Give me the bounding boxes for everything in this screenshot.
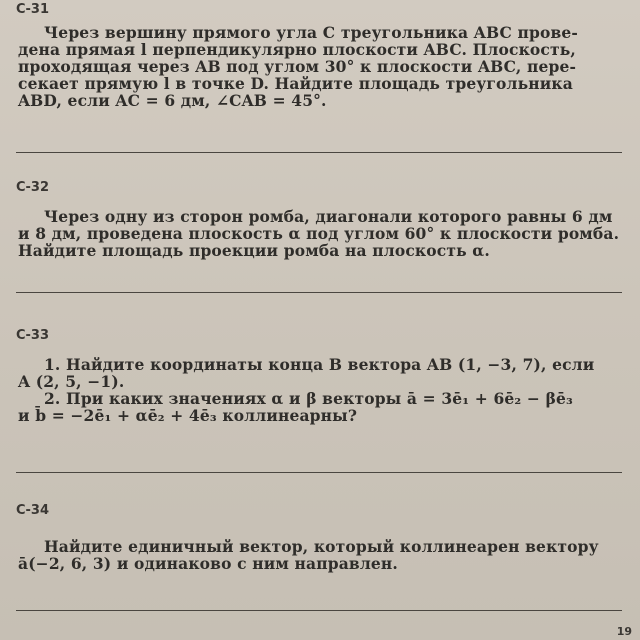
text-line: проходящая через AB под углом 30° к плоскости ABC, пере- [18, 57, 577, 76]
text-line: и b̄ = −2ē₁ + αē₂ + 4ē₃ коллинеарны? [18, 406, 358, 425]
answer-line [16, 610, 622, 611]
task-text [18, 208, 618, 259]
answer-line [16, 292, 622, 293]
task-code: С-32 [16, 180, 50, 195]
text-line: A (2, 5, −1). [18, 372, 125, 391]
text-line: и 8 дм, проведена плоскость α под углом 60° к плоскости ромба. [18, 224, 620, 243]
text-line: 2. При каких значениях α и β векторы ā = 3ē₁ + 6ē₂ − βē₃ [44, 389, 573, 408]
text-line: Найдите площадь проекции ромба на плоскость α. [18, 241, 490, 260]
task-text [18, 356, 618, 424]
answer-line [16, 472, 622, 473]
text-line: Через вершину прямого угла C треугольника ABC прове- [44, 23, 578, 42]
text-line: секает прямую l в точке D. Найдите площадь треугольника [18, 74, 573, 93]
text-line: Через одну из сторон ромба, диагонали которого равны 6 дм [44, 207, 613, 226]
task-code: С-31 [16, 2, 50, 17]
text-line: ā(−2, 6, 3) и одинаково с ним направлен. [18, 554, 398, 573]
task-code: С-33 [16, 328, 50, 343]
task-code: С-34 [16, 503, 50, 518]
page-number: 19 [616, 625, 632, 638]
text-line: ABD, если AC = 6 дм, ∠CAB = 45°. [18, 91, 327, 110]
answer-line [16, 152, 622, 153]
task-text [18, 24, 618, 109]
text-line: дена прямая l перпендикулярно плоскости ABC. Плоскость, [18, 40, 576, 59]
text-line: 1. Найдите координаты конца B вектора AB (1, −3, 7), если [44, 355, 595, 374]
task-text [18, 538, 618, 572]
text-line: Найдите единичный вектор, который коллинеарен вектору [44, 537, 599, 556]
